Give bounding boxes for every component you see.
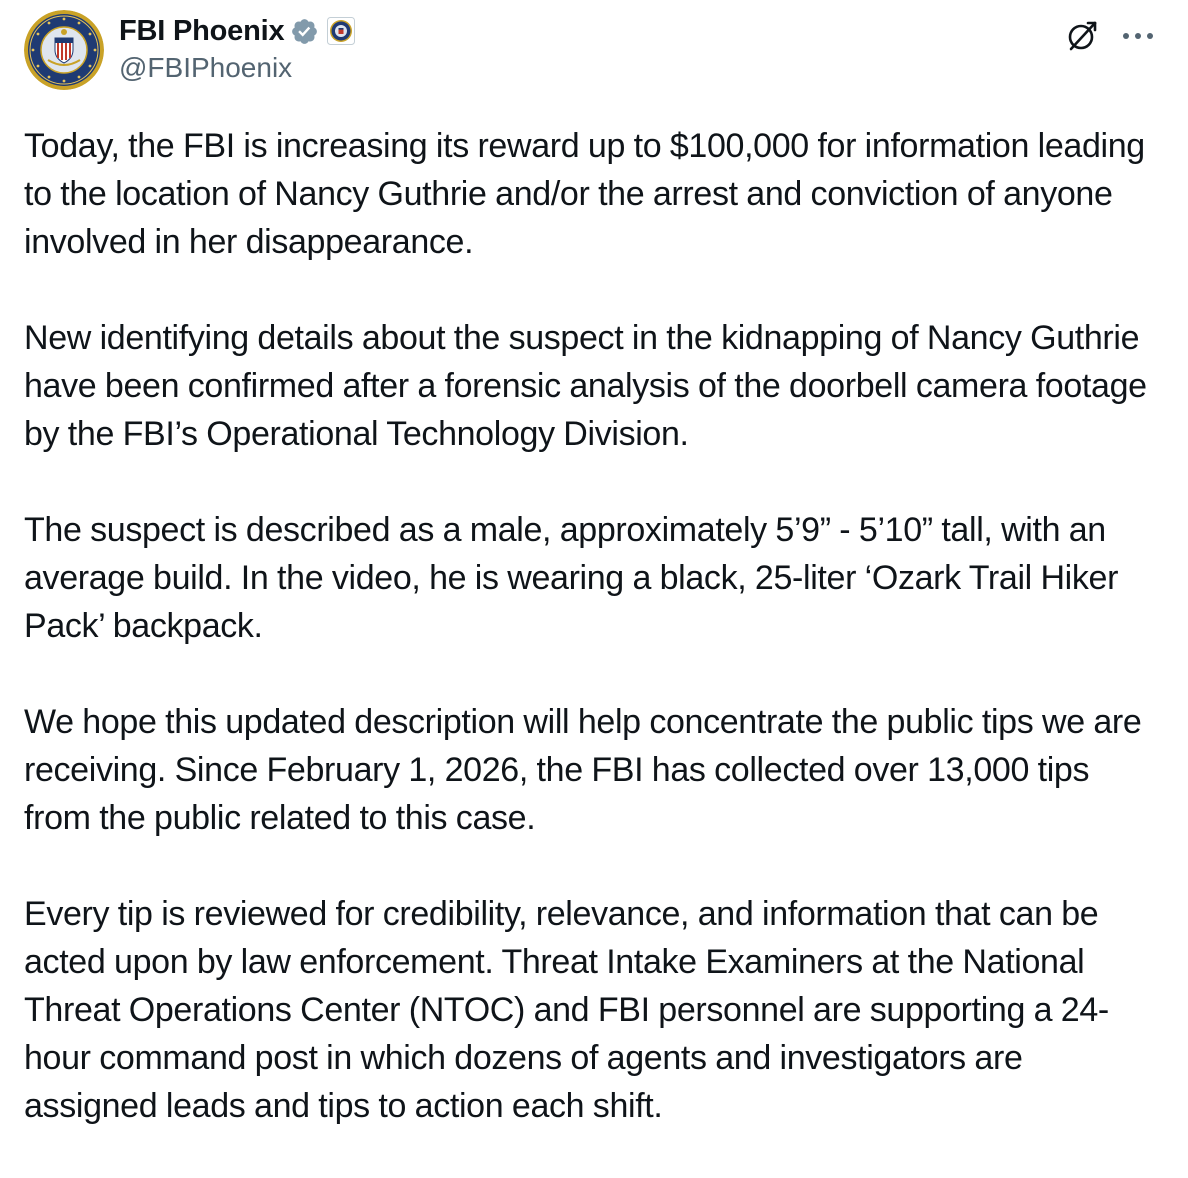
display-name[interactable]: FBI Phoenix (119, 14, 285, 47)
post-header (24, 10, 1164, 92)
more-dots-icon[interactable] (1119, 20, 1159, 52)
post-paragraph: The suspect is described as a male, approximately 5’9” - 5’10” tall, with an average build. In the video, he is wearing a black, 25-liter ‘Ozark Trail Hiker Pack’ backpack. (24, 511, 1119, 645)
verified-badge-icon[interactable] (290, 17, 319, 46)
author-names (119, 12, 355, 84)
grok-slash-icon[interactable] (1066, 20, 1098, 52)
post-paragraph: New identifying details about the suspect in the kidnapping of Nancy Guthrie have been confirmed after a forensic analysis of the doorbell camera footage by the FBI’s Operational Technology Division. (24, 319, 1147, 453)
post-paragraph: Today, the FBI is increasing its reward up to $100,000 for information leading to the location of Nancy Guthrie and/or the arrest and conviction of anyone involved in her disappearance. (24, 127, 1145, 261)
author-handle[interactable]: @FBIPhoenix (119, 52, 293, 83)
post-paragraph: We hope this updated description will help concentrate the public tips we are receiving. Since February 1, 2026, the FBI has collected over 13,000 tips from the public related to this case. (24, 703, 1142, 837)
post-text (24, 122, 1164, 1178)
fbi-seal-icon[interactable] (327, 17, 355, 45)
post-paragraph: Every tip is reviewed for credibility, relevance, and information that can be acted upon by law enforcement. Threat Intake Examiners at the National Threat Operations Center (NTOC) and FBI personnel are supporting a 24-hour command post in which dozens of agents and investigators are assigned leads and tips to action each shift. (24, 895, 1109, 1125)
fbi-seal-avatar-icon[interactable] (24, 10, 104, 90)
name-row (119, 12, 355, 50)
